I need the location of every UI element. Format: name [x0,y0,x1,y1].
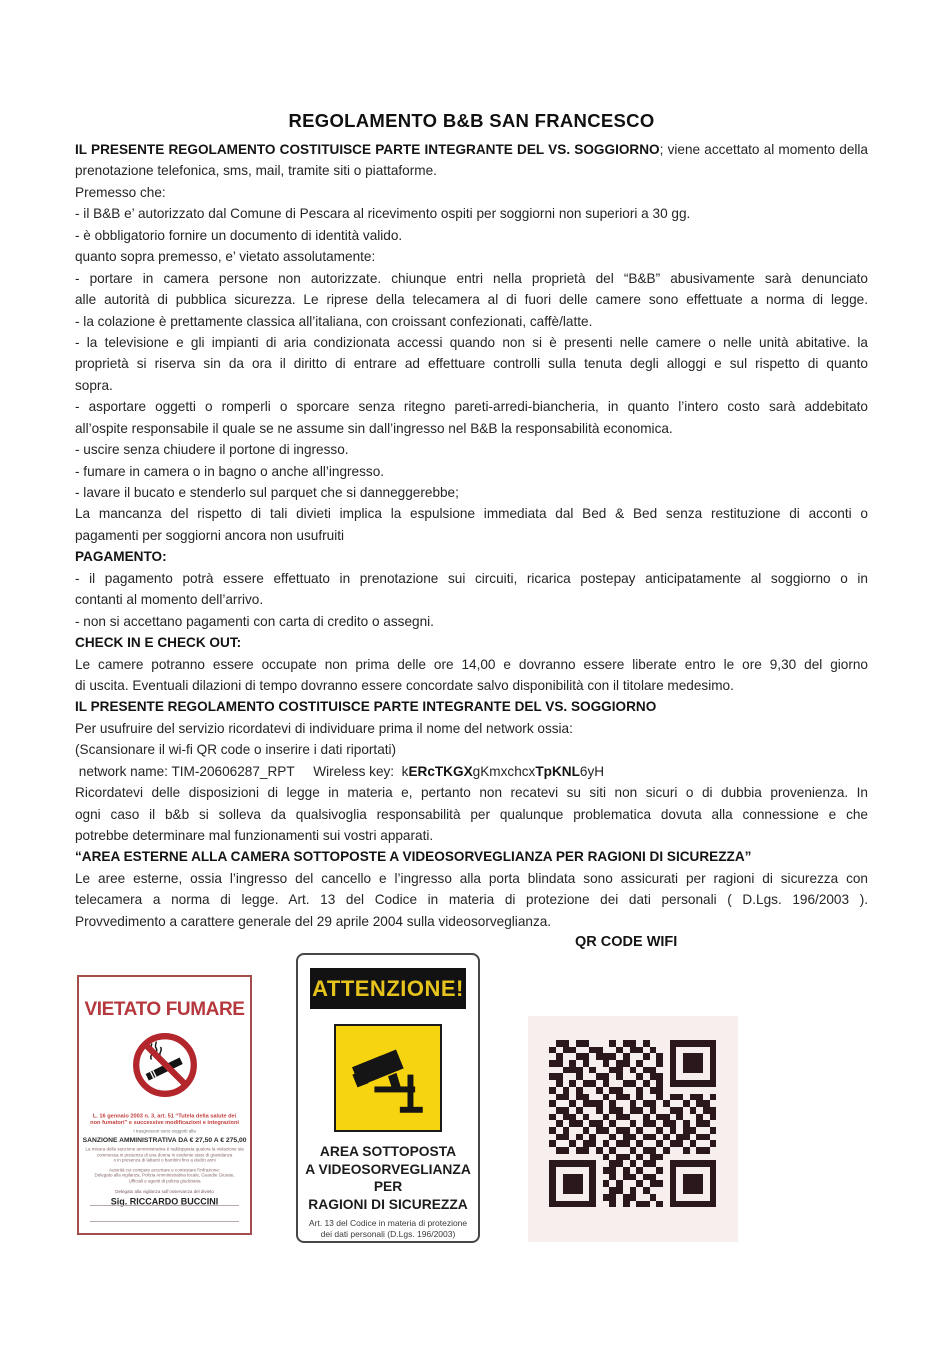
signature-name: Sig. RICCARDO BUCCINI [110,1196,219,1207]
text-line: (Scansionare il wi-fi QR code o inserire i dati riportati) [75,742,397,758]
cctv-camera-icon [345,1039,431,1117]
text-line: Premesso che: [75,184,166,200]
text-line: - il pagamento potrà essere effettuato in prenotazione sui circuiti, ricarica postepay anticipatamente al soggiorno o in [75,570,868,586]
delegate-line: Delegato alla vigilanza sull’osservanza del divieto [115,1190,214,1195]
surveillance-sign [296,953,480,1243]
text-line: - uscire senza chiudere il portone di ingresso. [75,442,349,458]
text-line: PAGAMENTO: [75,549,167,565]
text-line: Le aree esterne, ossia l’ingresso del cancello e l’ingresso alla porta blindata sono assicurati per ragioni di sicurezza con [75,870,868,886]
text-line: network name: TIM-20606287_RPT Wireless key: kERcTKGXgKmxchcxTpKNL6yH [75,763,605,779]
text-line: - fumare in camera o in bagno o anche all’ingresso. [75,463,385,479]
text-line: - il B&B e’ autorizzato dal Comune di Pescara al ricevimento ospiti per soggiorni non superiori a 30 gg. [75,206,691,222]
text-line: - asportare oggetti o romperli o sporcare senza ritegno pareti-arredi-biancheria, in quanto l’intero costo sarà addebitato [75,399,868,415]
text-line: alle autorità di pubblica sicurezza. Le riprese della telecamera al di fuori delle camere sono effettuate a norma di legge. [75,292,868,308]
fine-print-block-1: La misura della sanzione amministrativa è raddoppiata qualora la violazione sia commessa in presenza di una donna in evidente stato di gravidanza o in presenza di lattanti o bambini fino a dodici anni [85,1147,244,1163]
text-line: IL PRESENTE REGOLAMENTO COSTITUISCE PARTE INTEGRANTE DEL VS. SOGGIORNO; viene accettato al momento della [75,142,868,157]
signature-rule [90,1205,239,1206]
qr-code [549,1040,717,1207]
no-smoking-title: VIETATO FUMARE [84,999,245,1020]
no-smoking-fine-print [79,1112,251,1207]
text-line: CHECK IN E CHECK OUT: [75,635,242,651]
text-line: La mancanza del rispetto di tali divieti implica la espulsione immediata dal Bed & Bed senza restituzione di acconti o [75,506,868,522]
sanction-line: SANZIONE AMMINISTRATIVA DA € 27,50 A € 275,00 [82,1136,247,1144]
page-title: REGOLAMENTO B&B SAN FRANCESCO [288,110,655,131]
text-line: Per usufruire del servizio ricordatevi di individuare prima il nome del network ossia: [75,720,573,736]
text-line: “AREA ESTERNE ALLA CAMERA SOTTOPOSTE A VIDEOSORVEGLIANZA PER RAGIONI DI SICUREZZA” [75,849,752,865]
fine-print-block-2: Autorità cui compete accertare e contestare l’infrazione: Delegato alla vigilanza, Polizia Amministrativa locale, Guardie Giurate, Ufficiali e agenti di polizia giudiziaria [94,1167,235,1184]
no-smoking-sign [77,975,252,1235]
text-line: proprietà si riserva sin da ora il diritto di entrare ad effettuare controlli sulla tenuta degli alloggi e sul rispetto di quanto [75,356,868,372]
text-line: pagamenti per soggiorni ancora non usufruiti [75,527,345,543]
text-line: - portare in camera persone non autorizzate. chiunque entri nella proprietà del “B&B” abusivamente sarà denunciato [75,270,868,286]
law-reference-text: L. 16 gennaio 2003 n. 3, art. 51 “Tutela della salute dei non fumatori” e successive modificazioni e integrazioni [90,1112,239,1126]
offenders-line: I trasgressori sono soggetti alla [133,1129,196,1134]
text-line: - la televisione e gli impianti di aria condizionata accessi quando non si è presenti nelle camere o nelle unità abitative. la [75,334,868,350]
surveillance-text: AREA SOTTOPOSTA A VIDEOSORVEGLIANZA PER RAGIONI DI SICUREZZA [305,1144,471,1212]
text-line: telecamera a norma di legge. Art. 13 del Codice in materia di protezione dei dati personali ( D.Lgs. 196/2003 ). [75,892,868,908]
text-line: ogni caso il b&b si solleva da qualsivoglia responsabilità per qualunque problematica dovuta alla connessione e che [75,806,868,822]
qr-panel [528,1016,738,1242]
signature-rule [90,1221,239,1222]
text-line: Provvedimento a carattere generale del 29 aprile 2004 sulla videosorveglianza. [75,913,552,929]
attention-banner [310,968,466,1009]
text-line: Ricordatevi delle disposizioni di legge in materia e, pertanto non recatevi su siti non sicuri o di dubbia provenienza. In [75,785,868,801]
text-line: contanti al momento dell’arrivo. [75,592,264,608]
qr-code-wifi-label: QR CODE WIFI [575,934,678,950]
no-smoking-icon [79,1029,250,1106]
text-line: potrebbe determinare mal funzionamenti sui vostri apparati. [75,828,434,843]
surveillance-legal-text: Art. 13 del Codice in materia di protezione dei dati personali (D.Lgs. 196/2003) [308,1218,468,1239]
body-text [75,139,868,932]
text-line: - la colazione è prettamente classica all’italiana, con croissant confezionati, caffè/latte. [75,313,593,329]
text-line: sopra. [75,377,113,393]
text-line: prenotazione telefonica, sms, mail, tramite siti o piattaforme. [75,163,437,179]
text-line: all’ospite responsabile il quale se ne assume sin dall’ingresso nel B&B la responsabilità economica. [75,420,673,436]
attention-banner-text: ATTENZIONE! [312,975,464,1001]
camera-pictogram-panel [334,1024,442,1132]
text-line: - lavare il bucato e stenderlo sul parquet che si danneggerebbe; [75,485,459,500]
text-line: quanto sopra premesso, e’ vietato assolutamente: [75,249,376,265]
text-line: - è obbligatorio fornire un documento di identità valido. [75,227,403,243]
text-line: - non si accettano pagamenti con carta di credito o assegni. [75,613,434,629]
text-line: IL PRESENTE REGOLAMENTO COSTITUISCE PARTE INTEGRANTE DEL VS. SOGGIORNO [75,699,657,715]
text-line: di uscita. Eventuali dilazioni di tempo dovranno essere concordate salvo disponibilità con il titolare medesimo. [75,677,734,693]
text-line: Le camere potranno essere occupate non prima delle ore 14,00 e dovranno essere liberate entro le ore 9,30 del giorno [75,656,868,672]
